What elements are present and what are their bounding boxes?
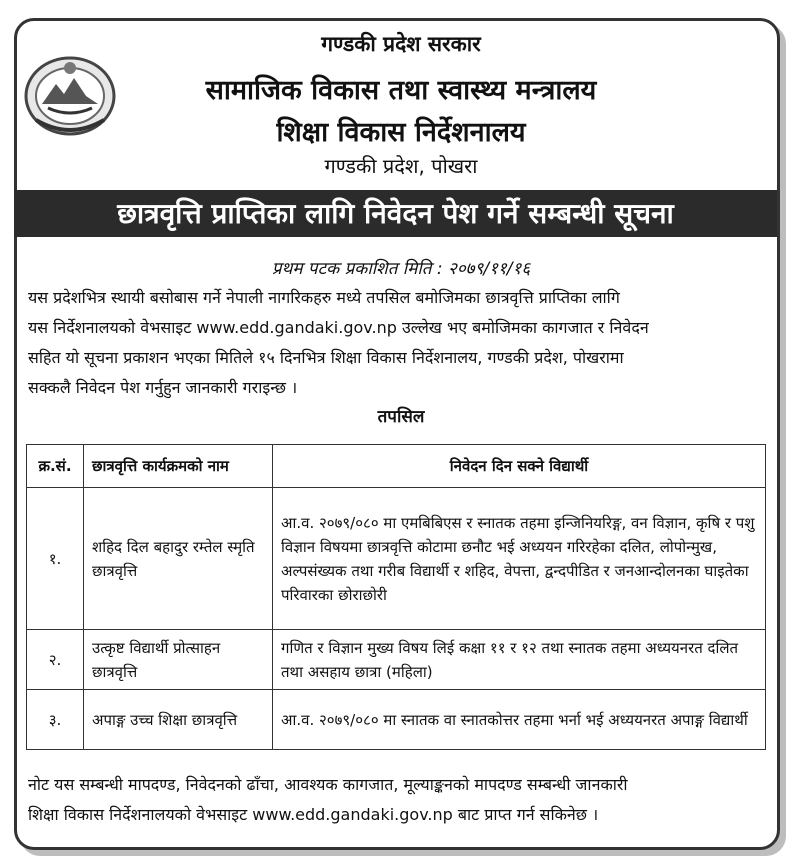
- scholarship-table: [26, 444, 766, 750]
- publication-date: प्रथम पटक प्रकाशित मिति : २०७९/११/१६: [271, 259, 531, 279]
- header-serial: क्र.सं.: [27, 445, 84, 488]
- row-eligibility: आ.व. २०७९/०८० मा एमबिबिएस र स्नातक तहमा इन्जिनियरिङ्ग, वन विज्ञान, कृषि र पशु विज्ञान विषयमा छात्रवृत्ति कोटामा छनौट भई अध्ययन गरिरहेका दलित, लोपोन्मुख, अल्पसंख्यक तथा गरीब विद्यार्थी र शहिद, वेपत्ता, द्वन्दपीडित र जनआन्दोलनका घाइतेका परिवारका छोराछोरी: [273, 488, 766, 630]
- table-row: [27, 690, 766, 750]
- government-name: गण्डकी प्रदेश सरकार: [321, 32, 481, 56]
- paragraph-line: यस निर्देशनालयको वेभसाइट www.edd.gandaki.gov.np उल्लेख भए बमोजिमका कागजात र निवेदन: [28, 318, 649, 337]
- header-eligibility: निवेदन दिन सक्ने विद्यार्थी: [273, 445, 766, 488]
- paragraph-line: सक्कलै निवेदन पेश गर्नुहुन जानकारी गराइन्छ ।: [28, 378, 298, 397]
- row-program: उत्कृष्ट विद्यार्थी प्रोत्साहन छात्रवृत्ति: [84, 630, 273, 690]
- table-row: [27, 488, 766, 630]
- row-eligibility: आ.व. २०७९/०८० मा स्नातक वा स्नातकोत्तर तहमा भर्ना भई अध्ययनरत अपाङ्ग विद्यार्थी: [273, 690, 766, 750]
- row-program: शहिद दिल बहादुर रम्तेल स्मृति छात्रवृत्ति: [84, 488, 273, 630]
- table-header-row: [27, 445, 766, 488]
- ministry-name: सामाजिक विकास तथा स्वास्थ्य मन्त्रालय: [205, 75, 597, 106]
- directorate-name: शिक्षा विकास निर्देशनालय: [276, 117, 526, 148]
- header-program: छात्रवृत्ति कार्यक्रमको नाम: [84, 445, 273, 488]
- note-line: नोट यस सम्बन्धी मापदण्ड, निवेदनको ढाँचा, आवश्यक कागजात, मूल्याङ्कनको मापदण्ड सम्बन्धी जानकारी: [28, 775, 628, 794]
- notice-paragraph: [28, 283, 766, 403]
- row-serial: ३.: [27, 690, 84, 750]
- footer-note: [28, 770, 768, 830]
- notice-title-banner: छात्रवृत्ति प्राप्तिका लागि निवेदन पेश गर्ने सम्बन्धी सूचना: [14, 190, 777, 237]
- details-heading: तपसिल: [377, 407, 425, 427]
- row-eligibility: गणित र विज्ञान मुख्य विषय लिई कक्षा ११ र १२ तथा स्नातक तहमा अध्ययनरत दलित तथा असहाय छात्रा (महिला): [273, 630, 766, 690]
- row-serial: २.: [27, 630, 84, 690]
- paragraph-line: यस प्रदेशभित्र स्थायी बसोबास गर्ने नेपाली नागरिकहरु मध्ये तपसिल बमोजिमका छात्रवृत्ति प्राप्तिका लागि: [28, 288, 620, 307]
- location: गण्डकी प्रदेश, पोखरा: [324, 154, 478, 178]
- row-serial: १.: [27, 488, 84, 630]
- table-row: [27, 630, 766, 690]
- paragraph-line: सहित यो सूचना प्रकाशन भएका मितिले १५ दिनभित्र शिक्षा विकास निर्देशनालय, गण्डकी प्रदेश, पोखरामा: [28, 348, 624, 367]
- row-program: अपाङ्ग उच्च शिक्षा छात्रवृत्ति: [84, 690, 273, 750]
- note-line: शिक्षा विकास निर्देशनालयको वेभसाइट www.edd.gandaki.gov.np बाट प्राप्त गर्न सकिनेछ ।: [28, 805, 599, 824]
